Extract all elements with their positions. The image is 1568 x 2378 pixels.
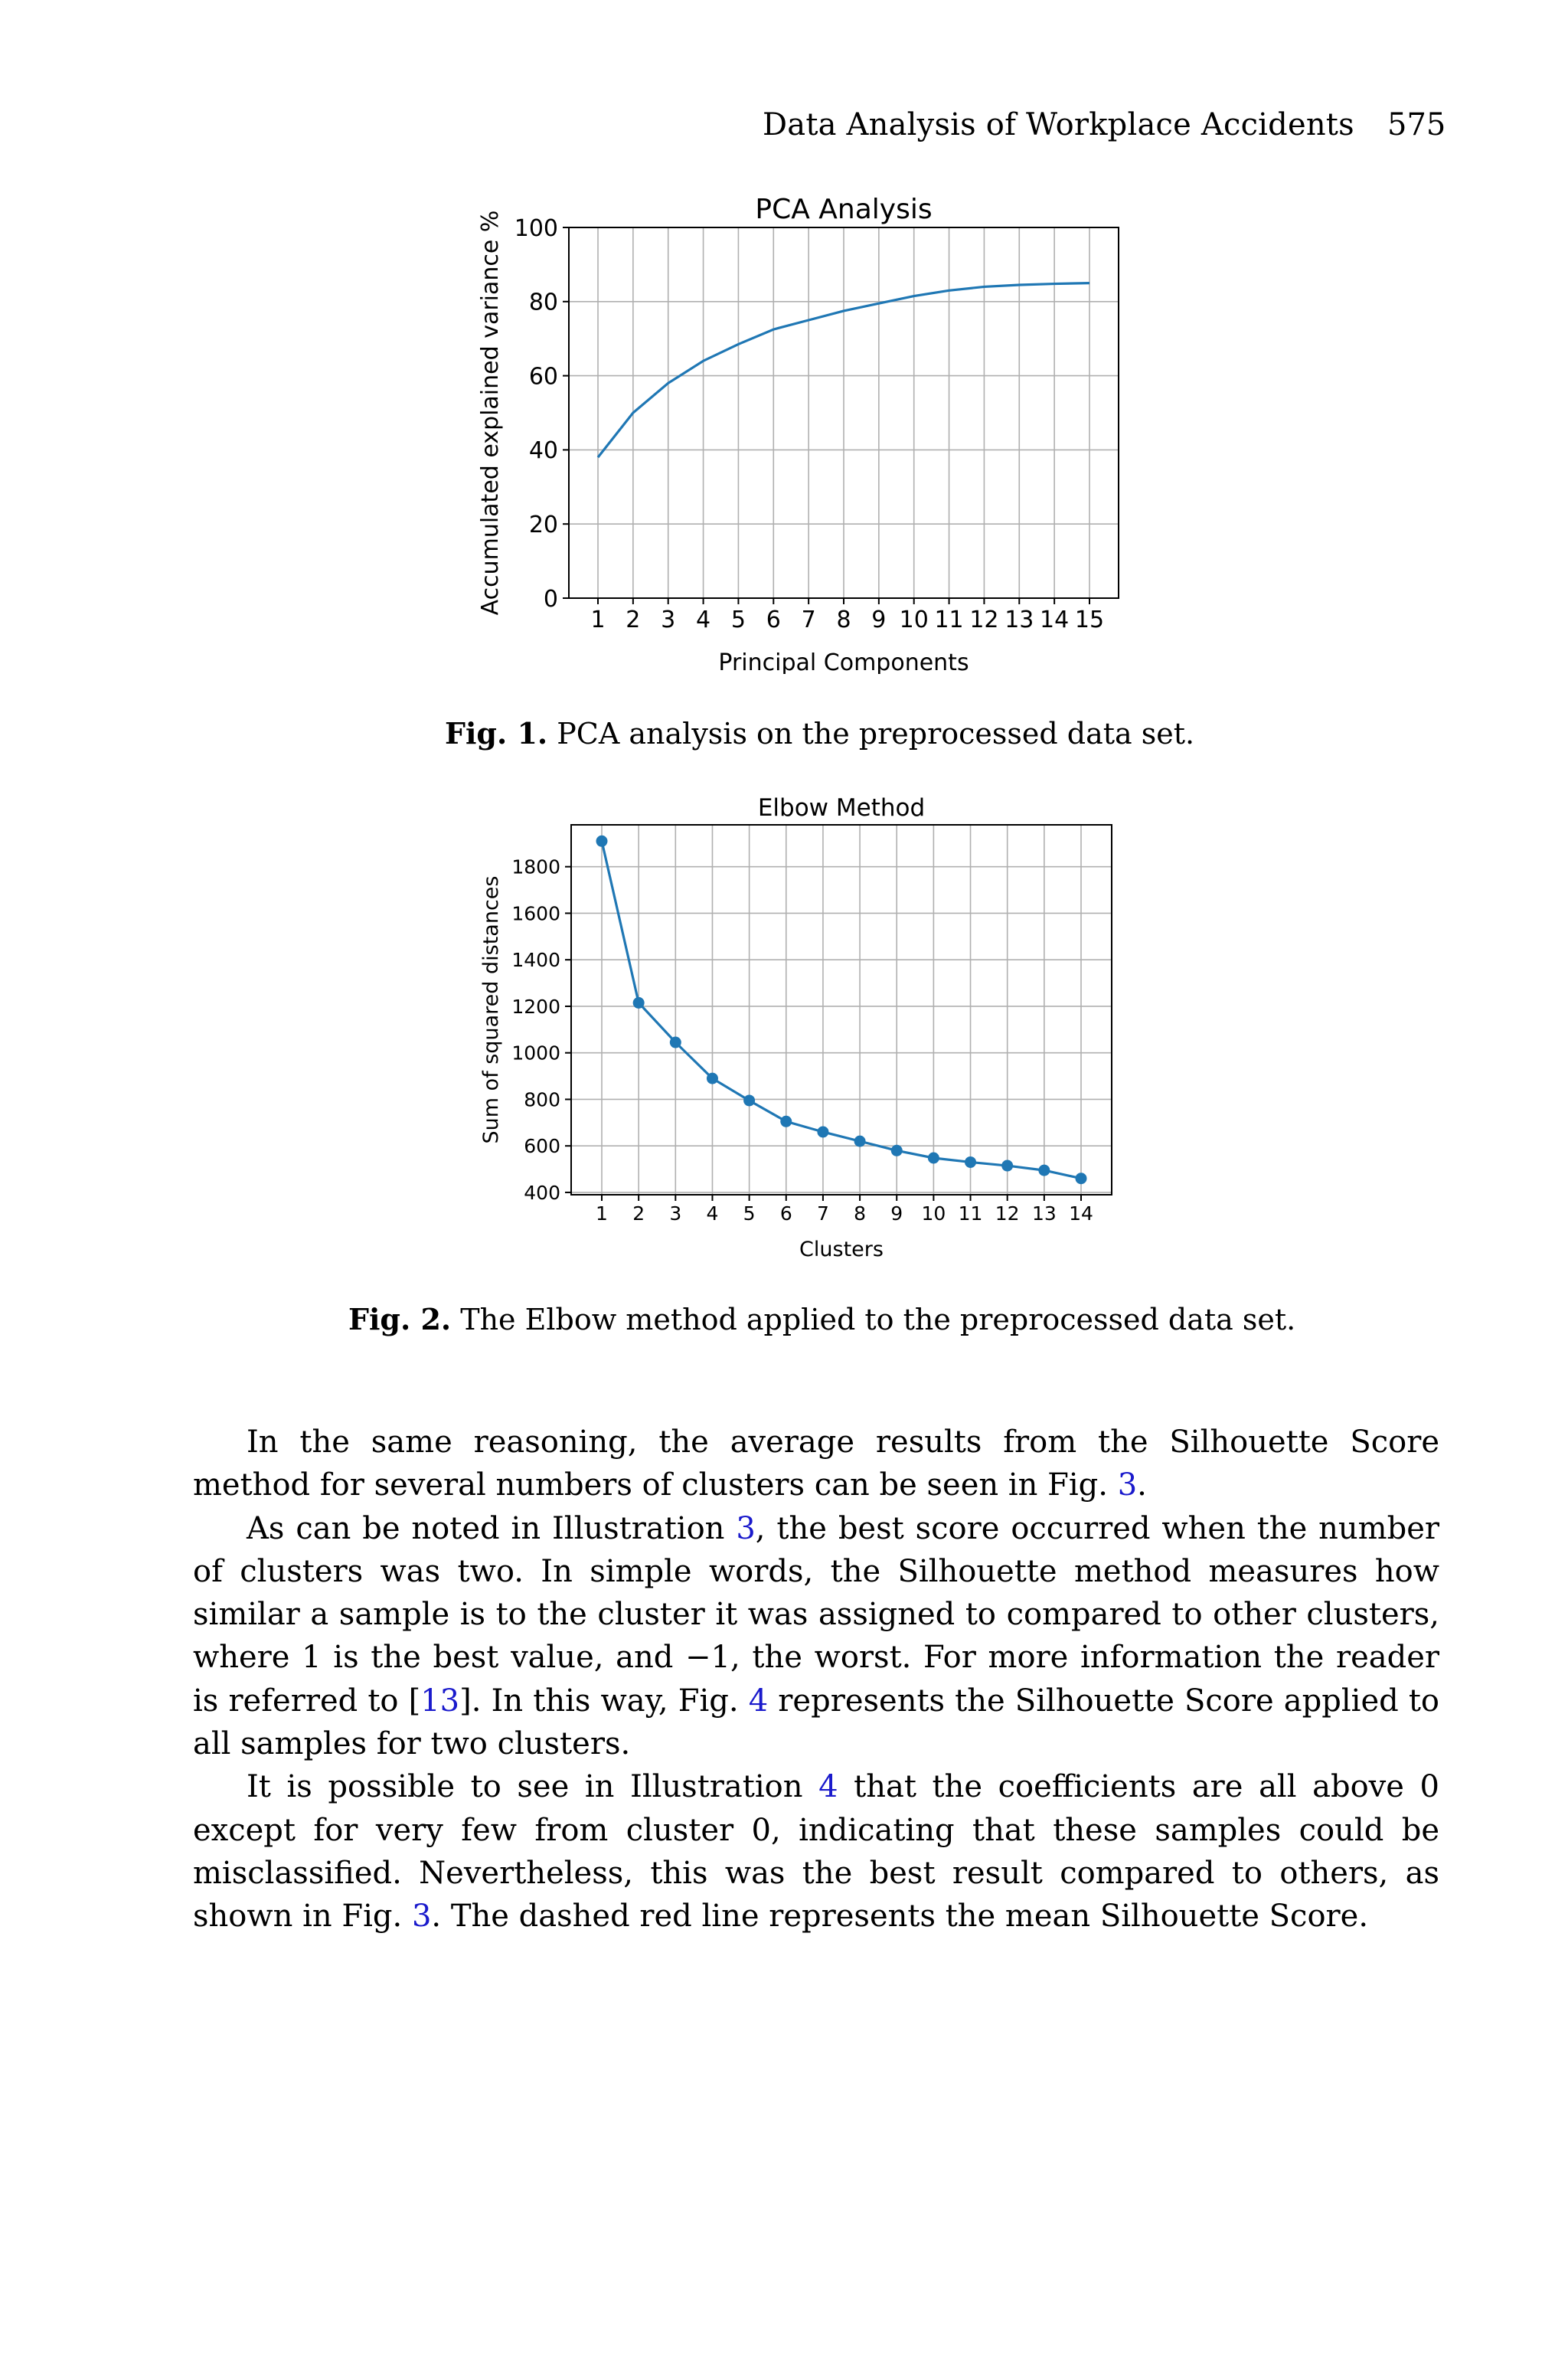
x-tick-label: 6 [766,607,781,633]
x-tick-label: 8 [854,1202,867,1225]
x-tick-label: 3 [669,1202,682,1225]
x-axis-label: Clusters [799,1238,884,1261]
paragraph-1: In the same reasoning, the average results from the Silhouette Score method for several numbers of clusters can be seen in Fig. 3. [193,1425,1439,1503]
data-point [1076,1173,1087,1184]
chart-title: PCA Analysis [755,194,933,225]
y-tick-label: 0 [543,585,558,613]
pca-analysis-chart [459,176,1164,674]
chart-title: Elbow Method [757,794,926,822]
x-tick-label: 14 [1040,607,1070,633]
x-tick-label: 15 [1074,607,1105,633]
elbow-method-chart [459,781,1164,1264]
y-tick-label: 40 [528,437,558,465]
x-tick-label: 10 [921,1202,946,1225]
figure-reference-link[interactable]: 3 [1117,1467,1138,1503]
x-tick-label: 10 [899,607,929,633]
y-axis-label: Sum of squared distances [479,875,503,1144]
x-tick-label: 6 [779,1202,792,1225]
illustration-reference-link[interactable]: 4 [818,1769,838,1805]
x-tick-label: 13 [1031,1202,1057,1225]
running-title: Data Analysis of Workplace Accidents [763,107,1354,142]
y-tick-label: 100 [514,214,558,242]
body-text [193,1421,1439,1938]
data-point [928,1153,939,1164]
y-axis-label: Accumulated explained variance % [477,210,504,616]
x-tick-label: 12 [995,1202,1020,1225]
x-tick-label: 9 [890,1202,903,1225]
data-point [854,1136,866,1147]
x-tick-label: 11 [958,1202,983,1225]
figure-1-caption [445,716,1194,751]
x-tick-label: 14 [1069,1202,1093,1225]
page-number: 575 [1387,107,1446,142]
y-tick-label: 1000 [511,1042,560,1065]
figure-reference-link[interactable]: 3 [411,1899,432,1935]
data-point [965,1156,976,1168]
data-point [743,1094,755,1106]
citation-link[interactable]: 13 [420,1683,460,1719]
data-point [670,1037,681,1048]
series-line [602,841,1081,1178]
x-tick-label: 4 [696,607,711,633]
paragraph-3: It is possible to see in Illustration 4 that the coefficients are all above 0 except for very few from cluster 0, indicating that these samples could be misclassified. Nevertheless, this was the best result compared to others, as shown in Fig. 3. The dashed red line represents the mean Silhouette Score. [193,1769,1439,1935]
x-tick-label: 9 [871,607,887,633]
y-tick-label: 600 [524,1135,560,1158]
x-tick-label: 5 [730,607,746,633]
data-point [1038,1165,1050,1176]
x-tick-label: 12 [969,607,999,633]
figure-1-text: PCA analysis on the preprocessed data set. [557,717,1195,751]
y-tick-label: 1200 [511,995,560,1018]
data-point [1001,1160,1013,1172]
data-point [707,1073,718,1084]
y-tick-label: 80 [528,289,558,316]
figure-2-caption [348,1302,1295,1336]
y-tick-label: 1400 [511,949,560,972]
x-tick-label: 2 [632,1202,645,1225]
x-axis-label: Principal Components [718,649,969,674]
x-tick-label: 11 [934,607,964,633]
x-tick-label: 4 [706,1202,719,1225]
y-tick-label: 800 [524,1088,560,1111]
data-point [891,1145,903,1156]
x-tick-label: 13 [1004,607,1034,633]
plot-frame [571,825,1112,1195]
paragraph-2: As can be noted in Illustration 3, the best score occurred when the number of clusters was two. In simple words, the Silhouette method measures how similar a sample is to the cluster it was assigned to compared to other clusters, where 1 is the best value, and −1, the worst. For more information the reader is referred to [13]. In this way, Fig. 4 represents the Silhouette Score applied to all samples for two clusters. [193,1510,1439,1762]
y-tick-label: 60 [528,363,558,391]
figure-2-label: Fig. 2. [348,1302,452,1336]
x-tick-label: 5 [743,1202,756,1225]
x-tick-label: 1 [596,1202,608,1225]
y-tick-label: 1800 [511,855,560,878]
data-point [780,1116,792,1127]
x-tick-label: 2 [626,607,641,633]
y-tick-label: 1600 [511,902,560,925]
illustration-reference-link[interactable]: 3 [736,1510,756,1546]
y-tick-label: 20 [528,512,558,538]
data-point [596,836,608,847]
x-tick-label: 8 [836,607,851,633]
x-tick-label: 7 [801,607,816,633]
figure-1-label: Fig. 1. [445,716,548,751]
data-point [633,997,645,1009]
y-tick-label: 400 [524,1181,560,1204]
x-tick-label: 7 [816,1202,829,1225]
data-point [817,1126,828,1137]
x-tick-label: 3 [661,607,676,633]
figure-2-text: The Elbow method applied to the preprocessed data set. [460,1303,1296,1336]
x-tick-label: 1 [590,607,606,633]
figure-reference-link[interactable]: 4 [748,1683,769,1719]
